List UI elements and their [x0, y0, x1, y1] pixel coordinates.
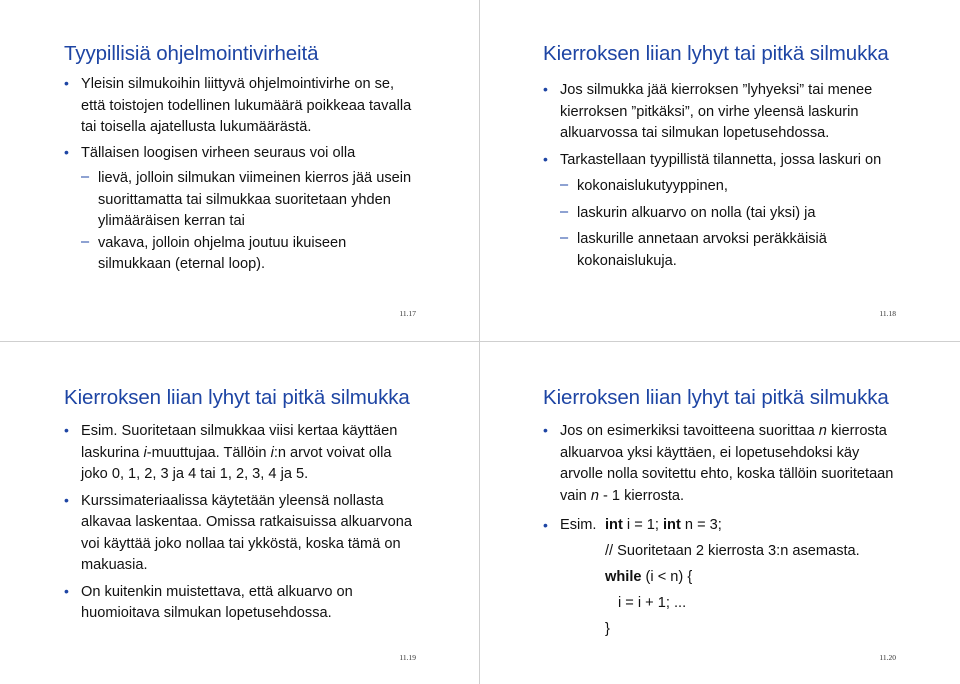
bullet-icon: •: [64, 582, 69, 599]
bullet-icon: •: [64, 491, 69, 508]
dash-icon: –: [81, 169, 90, 185]
bullet-item: [64, 143, 464, 165]
bullet-icon: •: [64, 422, 69, 438]
bullet-item: [64, 74, 464, 139]
text-line: Tarkastellaan tyypillistä tilannetta, jossa laskuri on: [560, 151, 882, 168]
slide-11-17: [0, 0, 478, 340]
text-line: silmukkaan (eternal loop).: [98, 256, 266, 272]
code-body: i = i + 1; ...: [618, 595, 687, 611]
text-line: tai toisella ajatellusta lukumäärästä.: [81, 119, 312, 135]
text-line: joko 0, 1, 2, 3 ja 4 tai 1, 2, 3, 4 ja 5.: [81, 466, 309, 482]
text-line: alkavaa laskentaa. Omissa ratkaisuissa alkuarvona: [81, 514, 412, 530]
sub-bullet-item: [543, 229, 953, 272]
text-line: laskurille annetaan arvoksi peräkkäisiä: [577, 231, 827, 247]
code-comment: // Suoritetaan 2 kierrosta 3:n asemasta.: [605, 543, 860, 559]
code-while: while (i < n) {: [605, 569, 693, 585]
dash-icon: –: [560, 203, 569, 220]
text-line: kokonaislukutyyppinen,: [577, 178, 728, 194]
text-line: lievä, jolloin silmukan viimeinen kierros jää usein: [98, 170, 412, 186]
slide-11-20: [482, 344, 960, 684]
text-line: Kurssimateriaalissa käytetään yleensä nollasta: [81, 492, 384, 509]
text-line: laskurina i-muuttujaa. Tällöin i:n arvot voivat olla: [81, 444, 392, 461]
slide-body: [64, 74, 464, 276]
text-line: Tällaisen loogisen virheen seuraus voi olla: [81, 144, 356, 161]
sub-bullet-item: [543, 176, 953, 198]
dash-icon: –: [560, 230, 569, 246]
sub-bullet-item: [64, 233, 464, 276]
bullet-item: [64, 491, 464, 577]
bullet-icon: •: [543, 422, 548, 438]
vertical-divider: [479, 0, 480, 684]
text-line: arvolle nolla sovitettu ehto, koska tällöin suoritetaan: [560, 466, 894, 482]
text-line: suorittamatta tai silmukkaa suoritetaan yhden: [98, 191, 391, 208]
page-number: 11.19: [399, 653, 416, 662]
text-line: Esim. Suoritetaan silmukkaa viisi kertaa käyttäen: [81, 423, 398, 439]
slide-title: Kierroksen liian lyhyt tai pitkä silmukka: [543, 42, 889, 65]
slide-11-18: [482, 0, 960, 340]
text-line: kokonaislukuja.: [577, 252, 677, 269]
text-line: Jos silmukka jää kierroksen ”lyhyeksi” tai menee: [560, 82, 873, 98]
sub-bullet-item: [543, 203, 953, 225]
slide-title: Tyypillisiä ohjelmointivirheitä: [64, 42, 319, 65]
code-line: [560, 512, 943, 538]
bullet-item: [543, 80, 953, 145]
text-line: laskurin alkuarvo on nolla (tai yksi) ja: [577, 204, 816, 221]
bullet-icon: •: [543, 150, 548, 167]
slide-title: Kierroksen liian lyhyt tai pitkä silmukka: [543, 386, 889, 409]
text-line: kierroksen ”pitkäksi”, on virhe yleensä laskurin: [560, 103, 859, 120]
slide-body: [543, 80, 953, 272]
text-line: Yleisin silmukoihin liittyvä ohjelmointivirhe on se,: [81, 76, 395, 92]
bullet-item: [543, 421, 943, 507]
slide-11-19: [0, 344, 478, 684]
slide-title: Kierroksen liian lyhyt tai pitkä silmukka: [64, 386, 410, 409]
bullet-item: [64, 421, 464, 486]
slide-body: [64, 421, 464, 625]
text-line: On kuitenkin muistettava, että alkuarvo on: [81, 583, 353, 600]
dash-icon: –: [560, 177, 569, 193]
text-line: että toistojen todellinen lukumäärä poikkeaa tavalla: [81, 97, 412, 114]
text-line: alkuarvossa tai silmukan lopetusehdossa.: [560, 125, 830, 141]
dash-icon: –: [81, 233, 90, 250]
text-line: Jos on esimerkiksi tavoitteena suorittaa n kierrosta: [560, 423, 887, 439]
text-line: vakava, jolloin ohjelma joutuu ikuiseen: [98, 234, 347, 251]
bullet-item: [543, 150, 953, 172]
text-line: huomioitava silmukan lopetusehdossa.: [81, 605, 332, 621]
example-label: Esim.: [560, 517, 597, 533]
text-line: alkuarvoa yksi käyttäen, ei lopetusehdoksi käy: [560, 444, 860, 461]
page-number: 11.17: [399, 309, 416, 318]
text-line: vain n - 1 kierrosta.: [560, 487, 685, 504]
text-line: ylimääräisen kerran tai: [98, 213, 245, 229]
bullet-icon: •: [64, 143, 69, 160]
bullet-icon: •: [64, 75, 69, 91]
slide-body: [543, 421, 943, 642]
page-number: 11.20: [879, 653, 896, 662]
bullet-icon: •: [543, 517, 548, 533]
code-declaration: int i = 1; int n = 3;: [605, 517, 722, 533]
bullet-icon: •: [543, 81, 548, 97]
horizontal-divider: [0, 341, 960, 342]
text-line: makuasia.: [81, 557, 148, 573]
page-number: 11.18: [879, 309, 896, 318]
text-line: voi käyttää joko nollaa tai ykköstä, koska tämä on: [81, 535, 401, 552]
sub-bullet-item: [64, 168, 464, 233]
code-example: [543, 512, 943, 642]
bullet-item: [64, 582, 464, 625]
code-close-brace: }: [605, 621, 610, 637]
